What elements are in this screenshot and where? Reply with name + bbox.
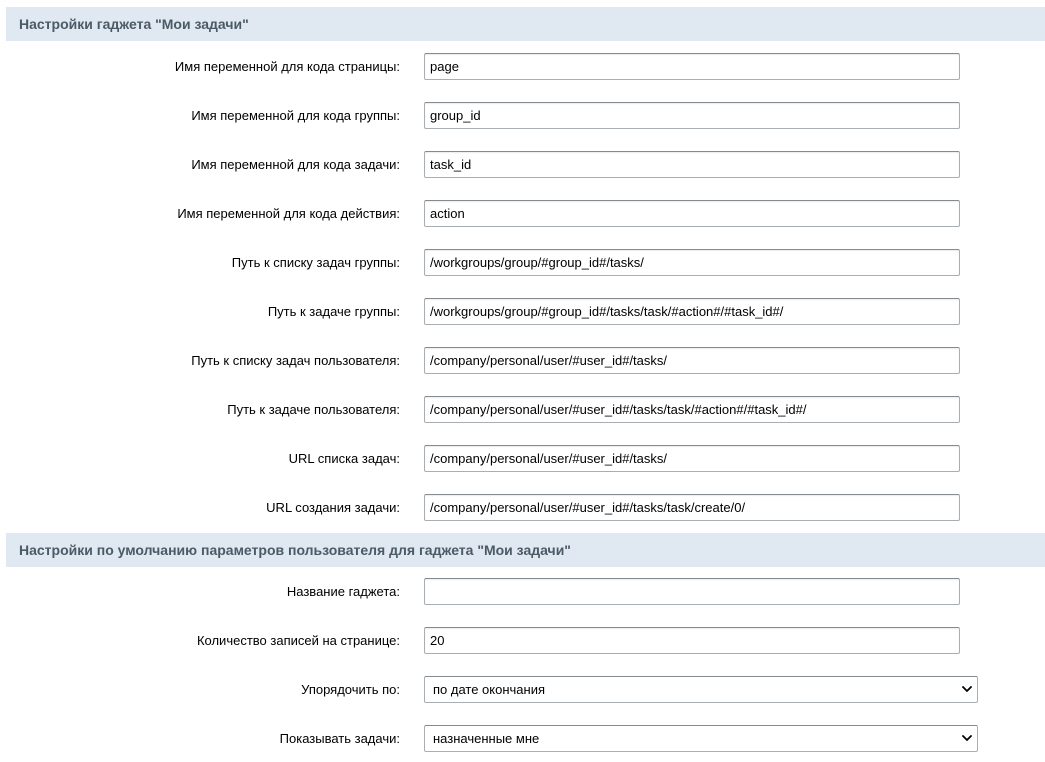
field-label: Путь к списку задач группы:	[231, 255, 400, 270]
field-label: Количество записей на странице:	[196, 633, 400, 648]
field-label: Имя переменной для кода группы:	[191, 108, 400, 123]
field-label: URL списка задач:	[288, 451, 400, 466]
create-task-url-input[interactable]	[424, 494, 960, 521]
chevron-down-icon	[962, 734, 972, 742]
field-label: Путь к задаче пользователя:	[227, 402, 400, 417]
section-header-gadget-settings: Настройки гаджета "Мои задачи"	[6, 7, 1045, 41]
page-var-input[interactable]	[424, 53, 960, 80]
action-var-input[interactable]	[424, 200, 960, 227]
order-by-select[interactable]	[424, 676, 978, 703]
field-row-gadget-name	[0, 578, 1045, 606]
field-label: Показывать задачи:	[279, 731, 400, 746]
field-label: Имя переменной для кода действия:	[177, 206, 400, 221]
field-row-records-per-page	[0, 627, 1045, 655]
records-per-page-input[interactable]	[424, 627, 960, 654]
group-var-input[interactable]	[424, 102, 960, 129]
section-header-user-defaults: Настройки по умолчанию параметров пользователя для гаджета "Мои задачи"	[6, 533, 1045, 567]
field-row-tasks-list-url	[0, 445, 1045, 473]
order-by-selected-value: по дате окончания	[433, 682, 546, 697]
field-row-group-var	[0, 102, 1045, 130]
field-row-group-tasks-path	[0, 249, 1045, 277]
show-tasks-selected-value: назначенные мне	[433, 731, 540, 746]
show-tasks-select[interactable]	[424, 725, 978, 752]
field-row-page-var	[0, 53, 1045, 81]
gadget-name-input[interactable]	[424, 578, 960, 605]
field-label: Имя переменной для кода страницы:	[174, 59, 400, 74]
task-var-input[interactable]	[424, 151, 960, 178]
field-label: Упорядочить по:	[301, 682, 400, 697]
field-label: Путь к списку задач пользователя:	[191, 353, 400, 368]
field-row-action-var	[0, 200, 1045, 228]
field-label: Название гаджета:	[286, 584, 400, 599]
group-tasks-path-input[interactable]	[424, 249, 960, 276]
field-label: Путь к задаче группы:	[267, 304, 400, 319]
field-label: URL создания задачи:	[266, 500, 400, 515]
field-row-user-tasks-path	[0, 347, 1045, 375]
field-row-order-by	[0, 676, 1045, 704]
field-row-create-task-url	[0, 494, 1045, 522]
user-tasks-path-input[interactable]	[424, 347, 960, 374]
tasks-list-url-input[interactable]	[424, 445, 960, 472]
user-task-path-input[interactable]	[424, 396, 960, 423]
field-label: Имя переменной для кода задачи:	[191, 157, 400, 172]
field-row-group-task-path	[0, 298, 1045, 326]
field-row-user-task-path	[0, 396, 1045, 424]
group-task-path-input[interactable]	[424, 298, 960, 325]
chevron-down-icon	[962, 685, 972, 693]
field-row-task-var	[0, 151, 1045, 179]
field-row-show-tasks	[0, 725, 1045, 753]
